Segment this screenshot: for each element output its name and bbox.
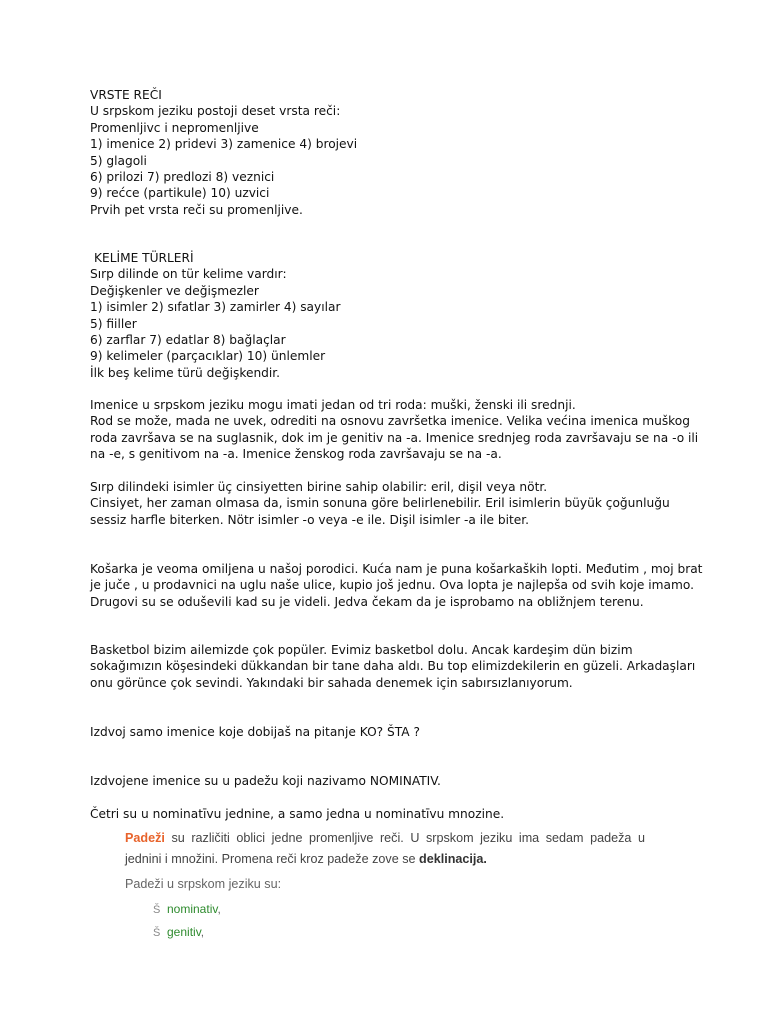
text-line: Izdvojene imenice su u padežu koji nazivamo NOMINATIV. bbox=[90, 774, 441, 788]
paragraph-text: Cinsiyet, her zaman olmasa da, ismin sonuna göre belirlenebilir. Eril isimlerin büyük çoğunluğu sessiz harfle biterken. Nötr isimler -o veya -e ile. Dişil isimler -a ile biter. bbox=[90, 496, 670, 527]
text-line: 6) prilozi 7) predlozi 8) veznici bbox=[90, 170, 275, 185]
text-line: 5) glagoli bbox=[90, 153, 147, 168]
highlighted-term: Padeži bbox=[125, 831, 165, 845]
text-line: Promenljivc i nepromenljive bbox=[90, 120, 259, 135]
serbian-gender-paragraph bbox=[90, 397, 705, 463]
task-instruction bbox=[90, 724, 705, 740]
paragraph-text: Basketbol bizim ailemizde çok popüler. Evimiz basketbol dolu. Ancak kardeşim dün bizim sokağımızın köşesindeki dükkandan bir tane daha aldı. Bu top elimizdekilerin en güzeli. Arkadaşları onu görünce çok sevindi. Yakındaki bir sahada denemek için sabırsızlanıyorum. bbox=[90, 643, 696, 690]
case-term: nominativ bbox=[167, 902, 218, 916]
text-line: İlk beş kelime türü değişkendir. bbox=[90, 365, 281, 380]
case-list-intro: Padeži u srpskom jeziku su: bbox=[125, 877, 282, 891]
section-title: VRSTE REČI bbox=[90, 88, 162, 102]
text-line: 1) isimler 2) sıfatlar 3) zamirler 4) sayılar bbox=[90, 300, 341, 315]
turkish-word-types-section bbox=[90, 250, 705, 381]
text-line: 6) zarflar 7) edatlar 8) bağlaçlar bbox=[90, 333, 286, 348]
turkish-gender-paragraph bbox=[90, 479, 705, 528]
case-term: genitiv bbox=[167, 925, 201, 939]
serbian-word-types-section bbox=[90, 87, 705, 218]
paragraph-text: Rod se može, mada ne uvek, odrediti na osnovu završetka imenice. Velika većina imenica muškog roda završava se na suglasnik, dok im je genitiv na -a. Imenice srednjeg roda završavaju se na -o ili na -e, s genitivom na -a. Imenice ženskog roda završavaju se na -a. bbox=[90, 414, 699, 462]
section-title: KELİME TÜRLERİ bbox=[94, 251, 194, 265]
separator: , bbox=[200, 925, 205, 939]
text-line: 1) imenice 2) pridevi 3) zamenice 4) brojevi bbox=[90, 137, 358, 152]
count-note bbox=[90, 806, 705, 822]
separator: , bbox=[217, 902, 221, 916]
web-excerpt-paragraph bbox=[125, 828, 645, 870]
text-line: Četri su u nominatīvu jednine, a samo jedna u nominatīvu mnozine. bbox=[90, 807, 505, 821]
bullet-icon: Š bbox=[153, 927, 161, 939]
turkish-story-paragraph bbox=[90, 642, 705, 691]
text-line: Prvih pet vrsta reči su promenljive. bbox=[90, 202, 303, 217]
text-line: Izdvoj samo imenice koje dobijaš na pitanje KO? ŠTA ? bbox=[90, 725, 420, 739]
text-line: 5) fiiller bbox=[90, 316, 137, 331]
text-line: 9) kelimeler (parçacıklar) 10) ünlemler bbox=[90, 349, 326, 364]
text-line: Sırp dilindeki isimler üç cinsiyetten birine sahip olabilir: eril, dişil veya nötr. bbox=[90, 480, 548, 494]
case-list bbox=[153, 898, 221, 944]
text-line: Sırp dilinde on tür kelime vardır: bbox=[90, 267, 287, 282]
text-line: Imenice u srpskom jeziku mogu imati jedan od tri roda: muški, ženski ili srednji. bbox=[90, 398, 576, 412]
list-item bbox=[153, 921, 221, 944]
paragraph-text: Košarka je veoma omiljena u našoj porodici. Kuća nam je puna košarkaških lopti. Međutim , moj brat je juče , u prodavnici na uglu naše ulice, kupio još jednu. Ova lopta je najlepša od svih koje imamo. Drugovi su se oduševili kad su je videli. Jedva čekam da je isprobamo na obližnjem terenu. bbox=[90, 562, 703, 609]
serbian-story-paragraph bbox=[90, 561, 705, 610]
text-line: U srpskom jeziku postoji deset vrsta reči: bbox=[90, 104, 341, 119]
text-line: Değişkenler ve değişmezler bbox=[90, 283, 259, 298]
nominative-note bbox=[90, 773, 705, 789]
bold-term: deklinacija. bbox=[419, 852, 487, 866]
text-line: 9) rećce (partikule) 10) uzvici bbox=[90, 186, 270, 201]
excerpt-text: su različiti oblici jedne promenljive reči. U srpskom jeziku ima sedam padeža u jednini i množini. Promena reči kroz padeže zove se bbox=[125, 831, 645, 866]
bullet-icon: Š bbox=[153, 904, 161, 916]
list-item bbox=[153, 898, 221, 921]
